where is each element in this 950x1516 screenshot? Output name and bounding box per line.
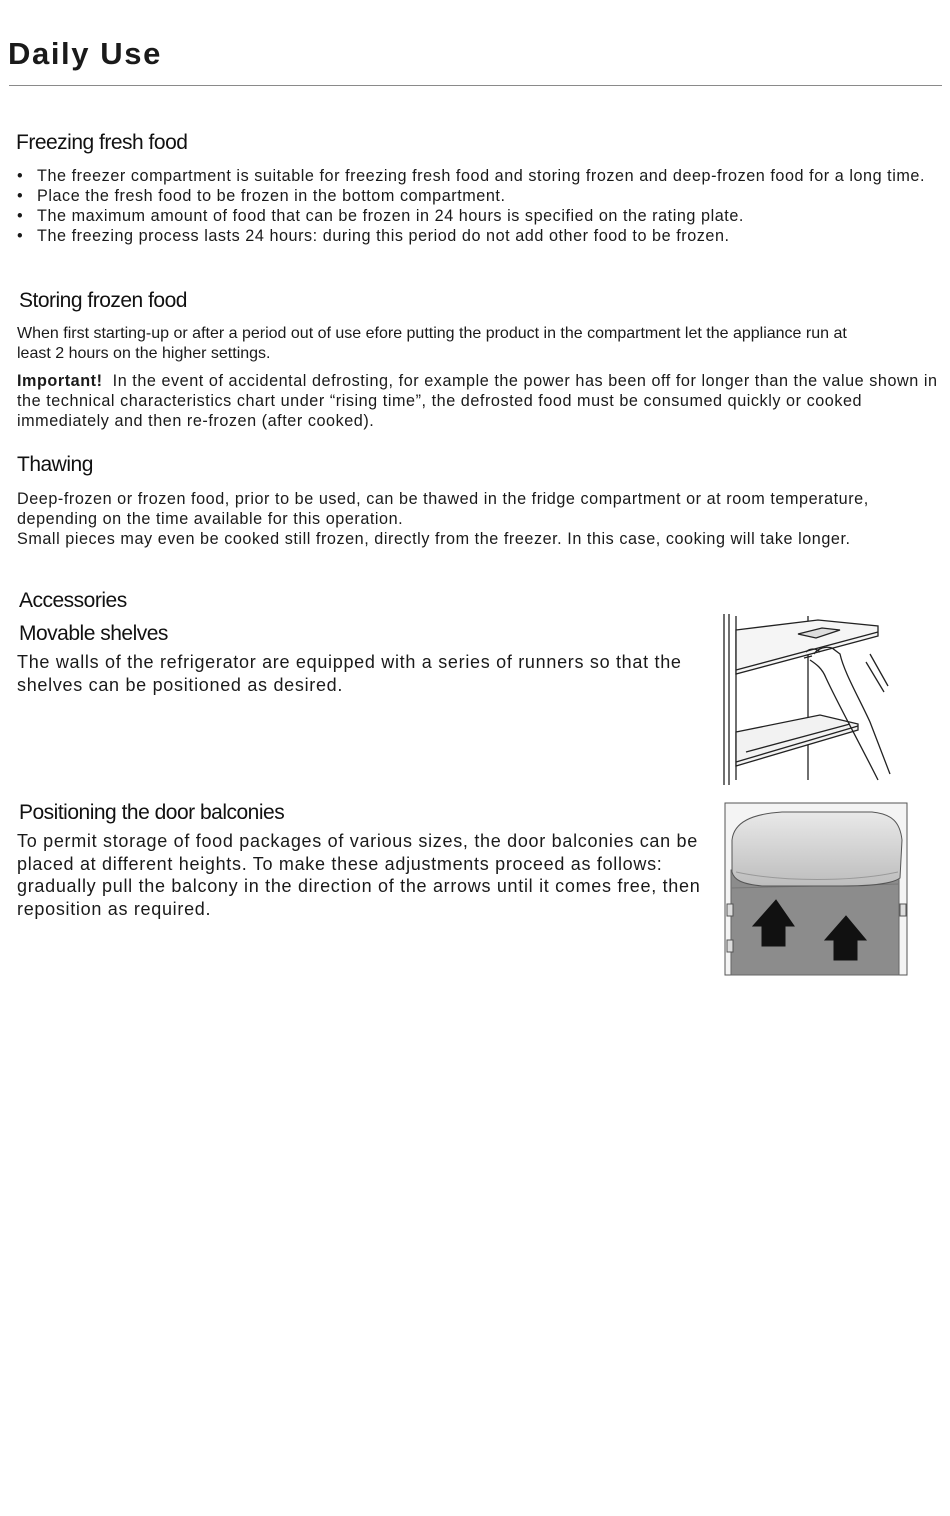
list-item-text: The freezer compartment is suitable for freezing fresh food and storing frozen and deep-frozen food for a long time.: [37, 167, 926, 185]
title-divider: [9, 85, 942, 86]
important-text: In the event of accidental defrosting, for example the power has been off for longer than the value shown in the technical characteristics chart under “rising time”, the defrosted food must be consumed quickly or cooked immediately and then re-frozen (after cooked).: [17, 372, 938, 430]
movable-shelves-illustration: [718, 612, 896, 788]
bullet-icon: •: [17, 207, 24, 225]
thawing-paragraph: Small pieces may even be cooked still frozen, directly from the freezer. In this case, cooking will take longer.: [17, 530, 851, 548]
list-item: [17, 206, 942, 226]
balconies-paragraph: To permit storage of food packages of various sizes, the door balconies can be placed at different heights. To make these adjustments proceed as follows: gradually pull the balcony in the direction of the arrows until it comes free, then reposition as required.: [17, 831, 701, 919]
shelves-heading: Movable shelves: [19, 622, 168, 645]
bullet-icon: •: [17, 227, 24, 245]
list-item-text: Place the fresh food to be frozen in the bottom compartment.: [37, 187, 506, 205]
freezing-bullet-list: [17, 166, 942, 246]
important-label: Important!: [17, 372, 103, 390]
accessories-heading: Accessories: [19, 589, 127, 612]
page-title: Daily Use: [8, 36, 162, 71]
shelves-paragraph: The walls of the refrigerator are equipped with a series of runners so that the shelves can be positioned as desired.: [17, 652, 682, 695]
balconies-heading: Positioning the door balconies: [19, 801, 285, 824]
list-item: [17, 226, 942, 246]
list-item-text: The maximum amount of food that can be frozen in 24 hours is specified on the rating plate.: [37, 207, 744, 225]
list-item-text: The freezing process lasts 24 hours: during this period do not add other food to be frozen.: [37, 227, 730, 245]
door-balcony-illustration: [722, 800, 910, 978]
list-item: [17, 186, 942, 206]
bullet-icon: •: [17, 187, 24, 205]
list-item: [17, 166, 942, 186]
bullet-icon: •: [17, 167, 24, 185]
thawing-heading: Thawing: [17, 453, 93, 476]
storing-paragraph: When first starting-up or after a period out of use efore putting the product in the compartment let the appliance run at least 2 hours on the higher settings.: [17, 325, 847, 362]
storing-heading: Storing frozen food: [19, 289, 187, 312]
thawing-paragraph: Deep-frozen or frozen food, prior to be used, can be thawed in the fridge compartment or at room temperature, depending on the time available for this operation.: [17, 490, 869, 528]
important-paragraph: [17, 371, 942, 431]
freezing-heading: Freezing fresh food: [16, 131, 188, 154]
